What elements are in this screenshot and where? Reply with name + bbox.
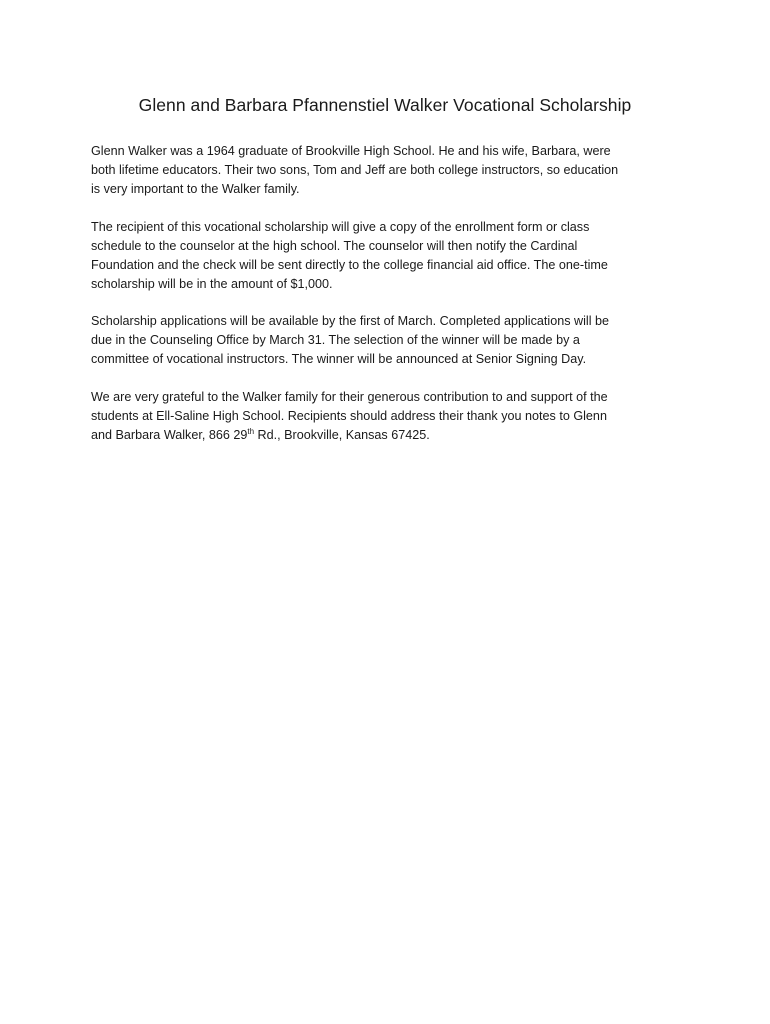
paragraph-gratitude	[91, 388, 691, 445]
ordinal-suffix: th	[247, 426, 255, 436]
address-street-number: and Barbara Walker, 866 29	[91, 427, 248, 442]
paragraph-line: is very important to the Walker family.	[91, 182, 300, 196]
address-line	[91, 426, 691, 445]
paragraph-line: scholarship will be in the amount of $1,000.	[91, 276, 333, 291]
paragraph-line: We are very grateful to the Walker family for their generous contribution to and support of the	[91, 389, 608, 404]
paragraph-process	[91, 218, 691, 294]
paragraph-applications	[91, 312, 691, 369]
document-body	[91, 142, 691, 463]
paragraph-line: schedule to the counselor at the high school. The counselor will then notify the Cardinal	[91, 238, 578, 253]
paragraph-background	[91, 142, 691, 199]
paragraph-line: due in the Counseling Office by March 31. The selection of the winner will be made by a	[91, 333, 580, 347]
paragraph-line: committee of vocational instructors. The winner will be announced at Senior Signing Day.	[91, 352, 587, 366]
paragraph-line: Scholarship applications will be available by the first of March. Completed applications will be	[91, 314, 610, 328]
paragraph-line: Foundation and the check will be sent directly to the college financial aid office. The one-time	[91, 257, 608, 272]
paragraph-line: Glenn Walker was a 1964 graduate of Brookville High School. He and his wife, Barbara, were	[91, 144, 611, 158]
paragraph-line: both lifetime educators. Their two sons, Tom and Jeff are both college instructors, so education	[91, 163, 619, 177]
address-city-zip: Rd., Brookville, Kansas 67425.	[254, 427, 430, 442]
document-title: Glenn and Barbara Pfannenstiel Walker Vocational Scholarship	[138, 95, 632, 115]
paragraph-line: The recipient of this vocational scholarship will give a copy of the enrollment form or class	[91, 219, 590, 234]
paragraph-line: students at Ell-Saline High School. Recipients should address their thank you notes to Glenn	[91, 408, 607, 423]
